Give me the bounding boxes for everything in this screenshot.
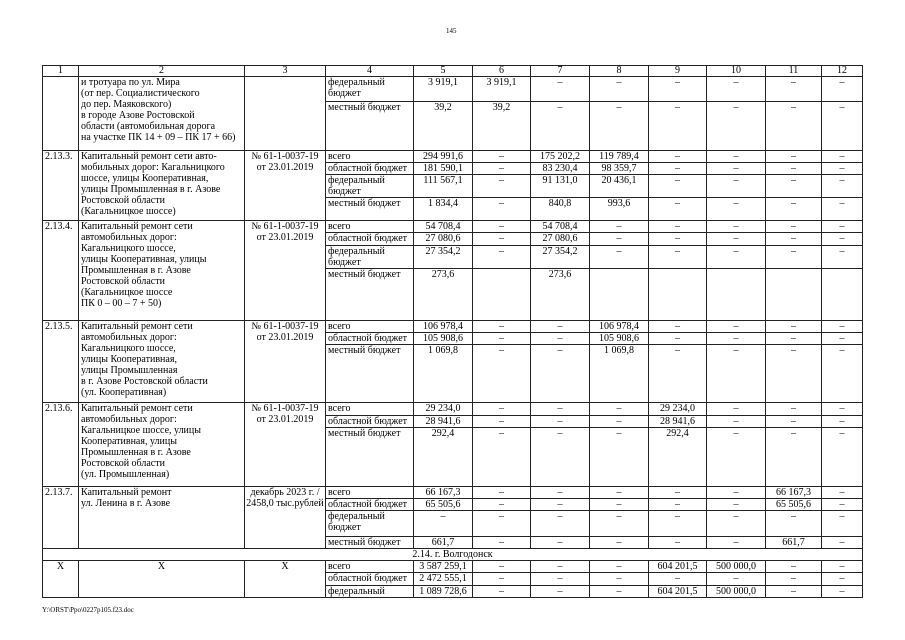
amount-col-9: –: [649, 321, 707, 333]
amount-col-12: –: [822, 163, 863, 175]
amount-col-6: –: [473, 151, 531, 163]
project-document: X: [245, 561, 326, 598]
amount-col-8: –: [590, 511, 649, 537]
amount-col-9: –: [649, 345, 707, 403]
amount-col-5: 111 567,1: [414, 175, 473, 198]
amount-col-5: 27 080,6: [414, 233, 473, 246]
funding-source: федеральный бюджет: [326, 175, 414, 198]
amount-col-11: –: [766, 333, 822, 345]
amount-col-5: –: [414, 511, 473, 537]
amount-col-12: –: [822, 511, 863, 537]
amount-col-7: –: [531, 416, 590, 428]
amount-col-10: –: [707, 175, 766, 198]
section-heading: 2.14. г. Волгодонск: [43, 549, 863, 561]
amount-col-11: –: [766, 175, 822, 198]
amount-col-8: –: [590, 573, 649, 586]
amount-col-11: 65 505,6: [766, 499, 822, 511]
work-description: X: [79, 561, 245, 598]
amount-col-9: –: [649, 573, 707, 586]
amount-col-11: –: [766, 586, 822, 598]
amount-col-9: –: [649, 333, 707, 345]
funding-source: местный бюджет: [326, 269, 414, 321]
amount-col-9: 29 234,0: [649, 403, 707, 416]
amount-col-5: 105 908,6: [414, 333, 473, 345]
amount-col-10: –: [707, 345, 766, 403]
funding-source: федеральный бюджет: [326, 246, 414, 269]
amount-col-12: –: [822, 151, 863, 163]
funding-source: всего: [326, 487, 414, 499]
amount-col-11: –: [766, 345, 822, 403]
amount-col-10: –: [707, 198, 766, 221]
amount-col-5: 66 167,3: [414, 487, 473, 499]
item-number: X: [43, 561, 79, 598]
work-description: Капитальный ремонт сети автомобильных дорог: Кагальницкое шоссе, улицы Кооперативная, улицы Промышленная в г. Азове Ростовской области (ул. Промышленная): [79, 403, 245, 487]
column-number-8: 8: [590, 66, 649, 77]
amount-col-5: 65 505,6: [414, 499, 473, 511]
amount-col-10: –: [707, 151, 766, 163]
amount-col-8: –: [590, 586, 649, 598]
amount-col-6: –: [473, 333, 531, 345]
amount-col-10: –: [707, 428, 766, 487]
amount-col-6: –: [473, 511, 531, 537]
funding-source: всего: [326, 151, 414, 163]
amount-col-7: –: [531, 586, 590, 598]
amount-col-7: 273,6: [531, 269, 590, 321]
table-header: [43, 66, 863, 77]
amount-col-6: –: [473, 403, 531, 416]
funding-source: всего: [326, 221, 414, 233]
amount-col-9: –: [649, 246, 707, 269]
amount-col-8: –: [590, 77, 649, 102]
amount-col-7: 83 230,4: [531, 163, 590, 175]
amount-col-9: –: [649, 198, 707, 221]
funding-row: [43, 321, 863, 333]
amount-col-5: 27 354,2: [414, 246, 473, 269]
amount-col-5: 2 472 555,1: [414, 573, 473, 586]
amount-col-6: –: [473, 221, 531, 233]
funding-source: местный бюджет: [326, 102, 414, 151]
amount-col-11: 66 167,3: [766, 487, 822, 499]
project-document: № 61-1-0037-19 от 23.01.2019: [245, 221, 326, 321]
amount-col-8: –: [590, 487, 649, 499]
amount-col-12: –: [822, 561, 863, 573]
amount-col-8: –: [590, 428, 649, 487]
funding-row: [43, 221, 863, 233]
amount-col-11: –: [766, 416, 822, 428]
amount-col-10: –: [707, 321, 766, 333]
amount-col-6: –: [473, 198, 531, 221]
amount-col-11: –: [766, 221, 822, 233]
amount-col-6: –: [473, 345, 531, 403]
amount-col-8: [590, 269, 649, 321]
amount-col-10: –: [707, 163, 766, 175]
amount-col-6: –: [473, 573, 531, 586]
item-number: 2.13.7.: [43, 487, 79, 549]
amount-col-5: 292,4: [414, 428, 473, 487]
amount-col-10: 500 000,0: [707, 561, 766, 573]
amount-col-12: –: [822, 321, 863, 333]
amount-col-8: –: [590, 403, 649, 416]
amount-col-11: –: [766, 403, 822, 416]
amount-col-8: 20 436,1: [590, 175, 649, 198]
amount-col-12: –: [822, 537, 863, 549]
amount-col-5: 1 089 728,6: [414, 586, 473, 598]
amount-col-10: –: [707, 537, 766, 549]
amount-col-10: –: [707, 416, 766, 428]
column-number-1: 1: [43, 66, 79, 77]
item-number: 2.13.4.: [43, 221, 79, 321]
funding-row: [43, 77, 863, 102]
funding-source: федеральный бюджет: [326, 77, 414, 102]
funding-source: всего: [326, 561, 414, 573]
amount-col-10: –: [707, 333, 766, 345]
amount-col-5: 106 978,4: [414, 321, 473, 333]
work-description: Капитальный ремонт сети автомобильных дорог: Кагальницкого шоссе, улицы Кооперативная, улицы Промышленная в г. Азове Ростовской области (ул. Кооперативная): [79, 321, 245, 403]
funding-source: местный бюджет: [326, 537, 414, 549]
amount-col-12: –: [822, 333, 863, 345]
amount-col-10: –: [707, 573, 766, 586]
funding-row: [43, 487, 863, 499]
amount-col-11: –: [766, 246, 822, 269]
amount-col-5: 54 708,4: [414, 221, 473, 233]
amount-col-5: 1 834,4: [414, 198, 473, 221]
amount-col-12: –: [822, 416, 863, 428]
column-number-5: 5: [414, 66, 473, 77]
amount-col-8: –: [590, 416, 649, 428]
project-document: № 61-1-0037-19 от 23.01.2019: [245, 321, 326, 403]
funding-source: местный бюджет: [326, 428, 414, 487]
amount-col-7: –: [531, 511, 590, 537]
amount-col-12: –: [822, 428, 863, 487]
amount-col-7: –: [531, 537, 590, 549]
amount-col-11: –: [766, 198, 822, 221]
work-description: Капитальный ремонт сети авто- мобильных дорог: Кагальницкого шоссе, улицы Кооперативная, улицы Промышленная в г. Азове Ростовской области (Кагальницкое шоссе): [79, 151, 245, 221]
amount-col-7: –: [531, 345, 590, 403]
amount-col-7: –: [531, 333, 590, 345]
amount-col-7: –: [531, 102, 590, 151]
amount-col-12: –: [822, 403, 863, 416]
amount-col-6: –: [473, 537, 531, 549]
amount-col-7: –: [531, 487, 590, 499]
amount-col-6: –: [473, 416, 531, 428]
amount-col-8: –: [590, 537, 649, 549]
amount-col-10: –: [707, 246, 766, 269]
amount-col-6: 3 919,1: [473, 77, 531, 102]
amount-col-8: –: [590, 499, 649, 511]
column-number-11: 11: [766, 66, 822, 77]
amount-col-12: –: [822, 246, 863, 269]
funding-row: [43, 151, 863, 163]
amount-col-7: 175 202,2: [531, 151, 590, 163]
amount-col-9: –: [649, 151, 707, 163]
funding-source: областной бюджет: [326, 163, 414, 175]
work-description: и тротуара по ул. Мира (от пер. Социалистического до пер. Маяковского) в городе Азове Ростовской области (автомобильная дорога на участке ПК 14 + 09 – ПК 17 + 66): [79, 77, 245, 151]
amount-col-9: 292,4: [649, 428, 707, 487]
amount-col-7: –: [531, 77, 590, 102]
funding-row: [43, 561, 863, 573]
amount-col-12: –: [822, 175, 863, 198]
amount-col-7: 54 708,4: [531, 221, 590, 233]
amount-col-8: 106 978,4: [590, 321, 649, 333]
amount-col-10: –: [707, 487, 766, 499]
amount-col-11: [766, 269, 822, 321]
amount-col-8: 119 789,4: [590, 151, 649, 163]
amount-col-10: [707, 269, 766, 321]
funding-source: областной бюджет: [326, 573, 414, 586]
amount-col-11: –: [766, 233, 822, 246]
amount-col-12: –: [822, 487, 863, 499]
amount-col-6: –: [473, 561, 531, 573]
column-number-6: 6: [473, 66, 531, 77]
section-row: [43, 549, 863, 561]
amount-col-12: –: [822, 221, 863, 233]
amount-col-5: 29 234,0: [414, 403, 473, 416]
amount-col-6: –: [473, 428, 531, 487]
file-path-footer: Y:\ORST\Ppo\0227p105.f23.doc: [42, 606, 134, 614]
amount-col-11: 661,7: [766, 537, 822, 549]
amount-col-7: 91 131,0: [531, 175, 590, 198]
amount-col-6: –: [473, 175, 531, 198]
amount-col-7: 840,8: [531, 198, 590, 221]
work-description: Капитальный ремонт ул. Ленина в г. Азове: [79, 487, 245, 549]
amount-col-9: 28 941,6: [649, 416, 707, 428]
amount-col-9: –: [649, 233, 707, 246]
funding-source: всего: [326, 403, 414, 416]
funding-row: [43, 403, 863, 416]
amount-col-6: 39,2: [473, 102, 531, 151]
amount-col-9: –: [649, 499, 707, 511]
amount-col-12: –: [822, 586, 863, 598]
amount-col-12: –: [822, 77, 863, 102]
amount-col-5: 661,7: [414, 537, 473, 549]
amount-col-12: –: [822, 102, 863, 151]
amount-col-12: –: [822, 198, 863, 221]
funding-source: местный бюджет: [326, 198, 414, 221]
amount-col-6: –: [473, 163, 531, 175]
column-number-2: 2: [79, 66, 245, 77]
amount-col-7: –: [531, 499, 590, 511]
funding-source: областной бюджет: [326, 499, 414, 511]
amount-col-8: 1 069,8: [590, 345, 649, 403]
amount-col-9: –: [649, 175, 707, 198]
amount-col-12: [822, 269, 863, 321]
amount-col-8: –: [590, 221, 649, 233]
amount-col-9: –: [649, 537, 707, 549]
item-number: 2.13.6.: [43, 403, 79, 487]
funding-source: местный бюджет: [326, 345, 414, 403]
amount-col-9: –: [649, 163, 707, 175]
amount-col-8: –: [590, 561, 649, 573]
budget-table: [42, 65, 863, 598]
amount-col-6: [473, 269, 531, 321]
column-number-3: 3: [245, 66, 326, 77]
amount-col-5: 3 919,1: [414, 77, 473, 102]
column-number-10: 10: [707, 66, 766, 77]
column-numbers-row: [43, 66, 863, 77]
project-document: декабрь 2023 г. / 2458,0 тыс.рублей: [245, 487, 326, 549]
funding-source: областной бюджет: [326, 416, 414, 428]
amount-col-8: –: [590, 102, 649, 151]
item-number: 2.13.5.: [43, 321, 79, 403]
amount-col-9: –: [649, 487, 707, 499]
amount-col-9: 604 201,5: [649, 586, 707, 598]
amount-col-8: 105 908,6: [590, 333, 649, 345]
amount-col-5: 3 587 259,1: [414, 561, 473, 573]
amount-col-5: 28 941,6: [414, 416, 473, 428]
funding-source: федеральный: [326, 586, 414, 598]
table-body: [43, 77, 863, 598]
amount-col-5: 181 590,1: [414, 163, 473, 175]
column-number-7: 7: [531, 66, 590, 77]
amount-col-7: –: [531, 573, 590, 586]
amount-col-9: –: [649, 77, 707, 102]
amount-col-11: –: [766, 151, 822, 163]
amount-col-11: –: [766, 428, 822, 487]
amount-col-12: –: [822, 499, 863, 511]
page-number: 145: [446, 27, 457, 35]
amount-col-7: –: [531, 561, 590, 573]
amount-col-10: –: [707, 499, 766, 511]
funding-source: федеральный бюджет: [326, 511, 414, 537]
amount-col-9: –: [649, 221, 707, 233]
amount-col-11: –: [766, 511, 822, 537]
amount-col-6: –: [473, 246, 531, 269]
amount-col-12: –: [822, 345, 863, 403]
amount-col-6: –: [473, 586, 531, 598]
amount-col-5: 294 991,6: [414, 151, 473, 163]
amount-col-6: –: [473, 321, 531, 333]
amount-col-8: 98 359,7: [590, 163, 649, 175]
amount-col-8: 993,6: [590, 198, 649, 221]
item-number: 2.13.3.: [43, 151, 79, 221]
amount-col-11: –: [766, 102, 822, 151]
amount-col-9: –: [649, 511, 707, 537]
amount-col-10: –: [707, 221, 766, 233]
column-number-9: 9: [649, 66, 707, 77]
amount-col-7: 27 354,2: [531, 246, 590, 269]
amount-col-12: –: [822, 233, 863, 246]
item-number: [43, 77, 79, 151]
amount-col-7: 27 080,6: [531, 233, 590, 246]
amount-col-6: –: [473, 499, 531, 511]
amount-col-6: –: [473, 487, 531, 499]
amount-col-10: –: [707, 102, 766, 151]
amount-col-9: 604 201,5: [649, 561, 707, 573]
amount-col-10: –: [707, 233, 766, 246]
amount-col-10: –: [707, 77, 766, 102]
amount-col-5: 1 069,8: [414, 345, 473, 403]
project-document: № 61-1-0037-19 от 23.01.2019: [245, 151, 326, 221]
amount-col-8: –: [590, 246, 649, 269]
amount-col-6: –: [473, 233, 531, 246]
amount-col-11: –: [766, 321, 822, 333]
funding-source: всего: [326, 321, 414, 333]
work-description: Капитальный ремонт сети автомобильных дорог: Кагальницкого шоссе, улицы Кооперативная, улицы Промышленная в г. Азове Ростовской области (Кагальницкое шоссе ПК 0 – 00 – 7 + 50): [79, 221, 245, 321]
amount-col-7: –: [531, 403, 590, 416]
amount-col-12: –: [822, 573, 863, 586]
column-number-4: 4: [326, 66, 414, 77]
amount-col-11: –: [766, 573, 822, 586]
project-document: № 61-1-0037-19 от 23.01.2019: [245, 403, 326, 487]
amount-col-9: [649, 269, 707, 321]
funding-source: областной бюджет: [326, 233, 414, 246]
amount-col-5: 273,6: [414, 269, 473, 321]
amount-col-9: –: [649, 102, 707, 151]
amount-col-11: –: [766, 163, 822, 175]
amount-col-7: –: [531, 428, 590, 487]
amount-col-11: –: [766, 77, 822, 102]
amount-col-5: 39,2: [414, 102, 473, 151]
amount-col-7: –: [531, 321, 590, 333]
amount-col-11: –: [766, 561, 822, 573]
project-document: [245, 77, 326, 151]
column-number-12: 12: [822, 66, 863, 77]
funding-source: областной бюджет: [326, 333, 414, 345]
amount-col-10: –: [707, 511, 766, 537]
amount-col-10: 500 000,0: [707, 586, 766, 598]
amount-col-10: –: [707, 403, 766, 416]
amount-col-8: –: [590, 233, 649, 246]
